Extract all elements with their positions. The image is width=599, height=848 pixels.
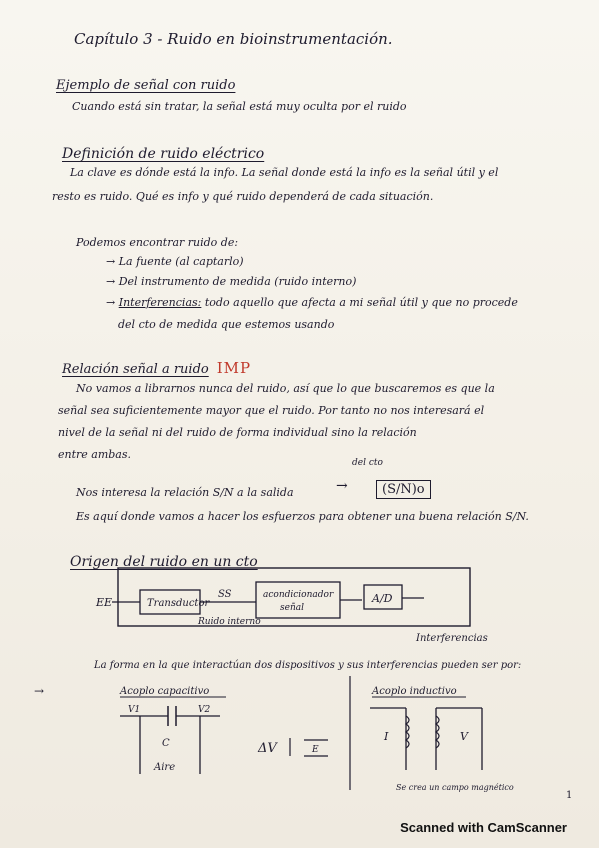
sources-intro: Podemos encontrar ruido de:: [76, 236, 239, 249]
page-title: Capítulo 3 - Ruido en bioinstrumentación.: [74, 30, 393, 48]
coupling-text: La forma en la que interactúan dos dispositivos y sus interferencias pueden ser por:: [94, 660, 522, 671]
capacitive-heading: Acoplo capacitivo: [120, 686, 210, 697]
snr-line-5: Nos interesa la relación S/N a la salida: [76, 486, 294, 499]
v2-label: V2: [198, 705, 211, 715]
i-label: I: [384, 730, 389, 743]
magnetic-field-note: Se crea un campo magnético: [396, 783, 514, 792]
snr-output-box: (S/N)o: [376, 480, 431, 499]
imp-label: IMP: [216, 359, 252, 377]
interferences-text: todo aquello que afecta a mi señal útil y que no procede: [204, 296, 518, 309]
del-cto-annotation: del cto: [352, 458, 383, 468]
delta-v-label: ΔV: [258, 741, 277, 756]
snr-line-2: señal sea suficientemente mayor que el ruido. Por tanto no nos interesará el: [58, 404, 485, 417]
arrow-to-box: →: [336, 478, 348, 494]
snr-line-6: Es aquí donde vamos a hacer los esfuerzos para obtener una buena relación S/N.: [76, 510, 529, 523]
ee-label: EE: [96, 596, 113, 609]
inductive-heading: Acoplo inductivo: [372, 686, 457, 697]
definition-line-1: La clave es dónde está la info. La señal donde está la info es la señal útil y el: [70, 166, 499, 179]
e-label: E: [312, 745, 319, 755]
definition-heading: Definición de ruido eléctrico: [62, 146, 265, 162]
camscanner-footer: Scanned with CamScanner: [400, 820, 567, 835]
origin-heading: Origen del ruido en un cto: [70, 554, 258, 570]
v1-label: V1: [128, 705, 141, 715]
ad-label: A/D: [372, 592, 393, 605]
page-number: 1: [566, 790, 573, 801]
interferences-label: Interferencias:: [118, 296, 202, 309]
transductor-label: Transductor: [147, 598, 210, 609]
aire-label: Aire: [154, 762, 176, 773]
sources-item-3: → Interferencias: todo aquello que afecta a mi señal útil y que no procede: [106, 296, 518, 309]
conditioner-label-2: señal: [280, 603, 304, 613]
snr-line-3: nivel de la señal ni del ruido de forma individual sino la relación: [58, 426, 417, 439]
interferencias-label: Interferencias: [416, 633, 488, 644]
v-label: V: [460, 730, 468, 743]
ss-label: SS: [218, 589, 232, 600]
example-heading: Ejemplo de señal con ruido: [56, 78, 236, 93]
conditioner-label-1: acondicionador: [263, 590, 334, 600]
c-label: C: [162, 738, 170, 749]
snr-line-1: No vamos a librarnos nunca del ruido, así que lo que buscaremos es que la: [76, 382, 495, 395]
snr-line-4: entre ambas.: [58, 448, 132, 461]
example-text: Cuando está sin tratar, la señal está muy oculta por el ruido: [72, 100, 407, 113]
definition-line-2: resto es ruido. Qué es info y qué ruido dependerá de cada situación.: [52, 190, 434, 203]
sources-item-2: → Del instrumento de medida (ruido interno): [106, 275, 357, 288]
margin-arrow: →: [34, 684, 45, 698]
ruido-interno-label: Ruido interno: [198, 617, 261, 627]
snr-heading: Relación señal a ruido: [62, 362, 209, 377]
sources-item-1: → La fuente (al captarlo): [106, 255, 244, 268]
sources-item-3-cont: del cto de medida que estemos usando: [118, 318, 335, 331]
